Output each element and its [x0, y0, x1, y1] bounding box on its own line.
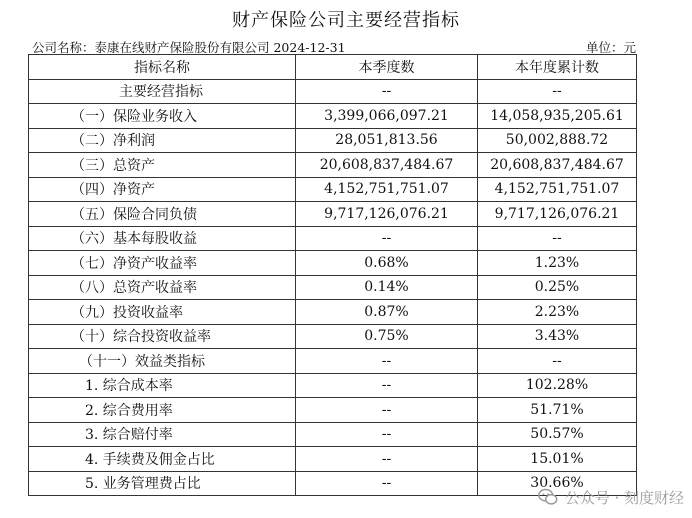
table-row	[29, 226, 637, 251]
table-row	[29, 251, 637, 276]
year-value: 1.23%	[478, 251, 637, 276]
quarter-value: --	[296, 447, 478, 472]
quarter-value: --	[296, 226, 478, 251]
column-header-year: 本年度累计数	[478, 55, 637, 80]
column-header-name: 指标名称	[29, 55, 296, 80]
indicator-name: （十一）效益类指标	[29, 349, 296, 374]
quarter-value: --	[296, 398, 478, 423]
indicator-name: （七）净资产收益率	[29, 251, 296, 276]
unit-label: 单位：元	[585, 40, 636, 55]
watermark	[537, 486, 684, 508]
quarter-value: 0.68%	[296, 251, 478, 276]
year-value: 3.43%	[478, 324, 637, 349]
quarter-value: --	[296, 79, 478, 104]
table-row	[29, 202, 637, 227]
year-value: 2.23%	[478, 300, 637, 325]
year-value: 9,717,126,076.21	[478, 202, 637, 227]
quarter-value: 4,152,751,751.07	[296, 177, 478, 202]
table-row	[29, 275, 637, 300]
year-value: --	[478, 349, 637, 374]
quarter-value: --	[296, 373, 478, 398]
year-value: 15.01%	[478, 447, 637, 472]
indicator-name: 5. 业务管理费占比	[29, 471, 296, 496]
quarter-value: 20,608,837,484.67	[296, 153, 478, 178]
indicator-name: 3. 综合赔付率	[29, 422, 296, 447]
table-row	[29, 447, 637, 472]
table-row	[29, 300, 637, 325]
indicator-name: 主要经营指标	[29, 79, 296, 104]
wechat-icon	[537, 486, 559, 508]
year-value: 4,152,751,751.07	[478, 177, 637, 202]
indicator-name: （八）总资产收益率	[29, 275, 296, 300]
column-header-quarter: 本季度数	[296, 55, 478, 80]
quarter-value: 0.87%	[296, 300, 478, 325]
watermark-text: 公众号 · 刻度财经	[564, 488, 684, 507]
quarter-value: 28,051,813.56	[296, 128, 478, 153]
table-row	[29, 79, 637, 104]
year-value: 51.71%	[478, 398, 637, 423]
quarter-value: 9,717,126,076.21	[296, 202, 478, 227]
quarter-value: 3,399,066,097.21	[296, 104, 478, 129]
indicator-name: （十）综合投资收益率	[29, 324, 296, 349]
year-value: 30.66%	[478, 471, 637, 496]
indicator-name: 1. 综合成本率	[29, 373, 296, 398]
table-header-row	[29, 55, 637, 80]
indicator-name: 4. 手续费及佣金占比	[29, 447, 296, 472]
year-value: 50,002,888.72	[478, 128, 637, 153]
company-name: 公司名称：泰康在线财产保险股份有限公司 2024-12-31	[32, 40, 346, 55]
page-title: 财产保险公司主要经营指标	[232, 10, 460, 31]
table-row	[29, 373, 637, 398]
indicator-name: 2. 综合费用率	[29, 398, 296, 423]
year-value: 50.57%	[478, 422, 637, 447]
quarter-value: --	[296, 471, 478, 496]
table-row	[29, 349, 637, 374]
indicators-table	[28, 54, 637, 496]
indicator-name: （五）保险合同负债	[29, 202, 296, 227]
year-value: --	[478, 226, 637, 251]
quarter-value: 0.14%	[296, 275, 478, 300]
quarter-value: 0.75%	[296, 324, 478, 349]
table-row	[29, 324, 637, 349]
table-row	[29, 398, 637, 423]
indicator-name: （六）基本每股收益	[29, 226, 296, 251]
year-value: 0.25%	[478, 275, 637, 300]
indicator-name: （九）投资收益率	[29, 300, 296, 325]
table-row	[29, 422, 637, 447]
table-row	[29, 177, 637, 202]
quarter-value: --	[296, 349, 478, 374]
table-row	[29, 153, 637, 178]
year-value: 14,058,935,205.61	[478, 104, 637, 129]
indicator-name: （四）净资产	[29, 177, 296, 202]
year-value: --	[478, 79, 637, 104]
quarter-value: --	[296, 422, 478, 447]
indicator-name: （二）净利润	[29, 128, 296, 153]
indicator-name: （三）总资产	[29, 153, 296, 178]
year-value: 20,608,837,484.67	[478, 153, 637, 178]
table-row	[29, 128, 637, 153]
table-row	[29, 104, 637, 129]
indicator-name: （一）保险业务收入	[29, 104, 296, 129]
year-value: 102.28%	[478, 373, 637, 398]
